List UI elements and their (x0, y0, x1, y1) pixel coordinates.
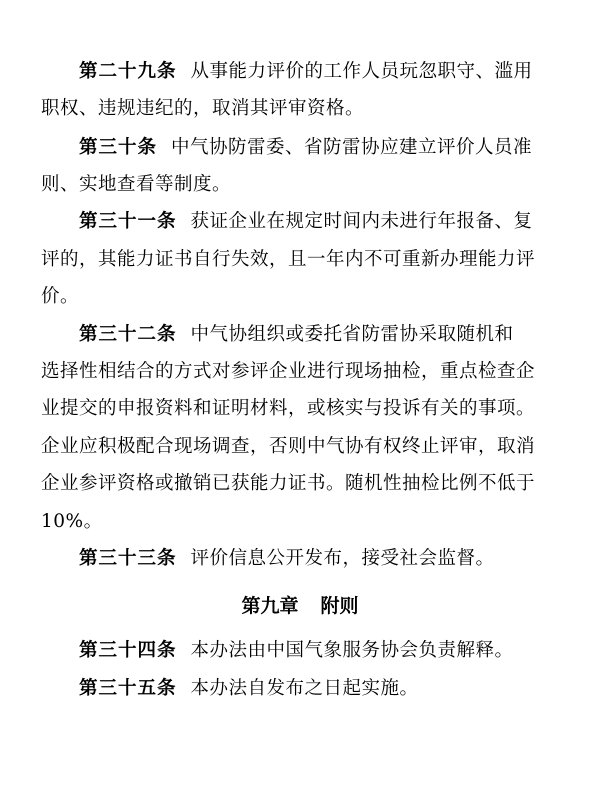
chapter-number: 第九章 (241, 595, 299, 617)
article-32-line-5 (41, 472, 535, 496)
article-32-line-3 (41, 397, 535, 421)
article-31-text-2: 评的，其能力证书自行失效，且一年内不可重新办理能力评 (41, 249, 536, 270)
article-35-text-1: 本办法自发布之日起实施。 (190, 678, 419, 699)
article-31-text-3: 价。 (41, 286, 80, 307)
article-32-text-1: 中气协组织或委托省防雷协采取随机和 (190, 324, 514, 345)
article-32-label: 第三十二条 (79, 324, 177, 345)
article-29-text-2: 职权、违规违纪的，取消其评审资格。 (41, 98, 365, 119)
article-35-line-1 (79, 677, 419, 701)
article-32-line-2 (41, 360, 535, 384)
article-34-label: 第三十四条 (79, 640, 177, 661)
article-32-text-6: 10%。 (41, 511, 103, 532)
article-33-line-1 (79, 547, 495, 571)
chapter-title: 附则 (320, 595, 359, 617)
article-32-text-2: 选择性相结合的方式对参评企业进行现场抽检，重点检查企 (41, 361, 536, 382)
article-29-line-2 (41, 97, 364, 121)
article-32-text-3: 业提交的申报资料和证明材料，或核实与投诉有关的事项。 (41, 398, 536, 419)
article-31-text-1: 获证企业在规定时间内未进行年报备、复 (190, 211, 533, 232)
article-30-line-1 (79, 136, 532, 160)
article-29-label: 第二十九条 (79, 61, 177, 82)
article-33-label: 第三十三条 (79, 548, 177, 569)
article-32-line-6 (41, 510, 103, 534)
article-29-text-1: 从事能力评价的工作人员玩忽职守、滥用 (190, 61, 533, 82)
article-32-line-4 (41, 435, 535, 459)
article-32-line-1 (79, 323, 514, 347)
article-35-label: 第三十五条 (79, 678, 177, 699)
article-29-line-1 (79, 60, 533, 84)
article-32-text-5: 企业参评资格或撤销已获能力证书。随机性抽检比例不低于 (41, 473, 536, 494)
article-31-line-1 (79, 210, 533, 234)
article-31-line-3 (41, 285, 79, 309)
article-30-text-2: 则、实地查看等制度。 (41, 174, 232, 195)
article-34-text-1: 本办法由中国气象服务协会负责解释。 (190, 640, 514, 661)
article-33-text-1: 评价信息公开发布，接受社会监督。 (190, 548, 495, 569)
chapter-heading (0, 594, 600, 618)
article-30-line-2 (41, 173, 231, 197)
article-34-line-1 (79, 639, 514, 663)
article-30-text-1: 中气协防雷委、省防雷协应建立评价人员准 (171, 137, 533, 158)
article-32-text-4: 企业应积极配合现场调查，否则中气协有权终止评审，取消 (41, 436, 536, 457)
article-31-label: 第三十一条 (79, 211, 177, 232)
article-31-line-2 (41, 248, 535, 272)
article-30-label: 第三十条 (79, 137, 158, 158)
